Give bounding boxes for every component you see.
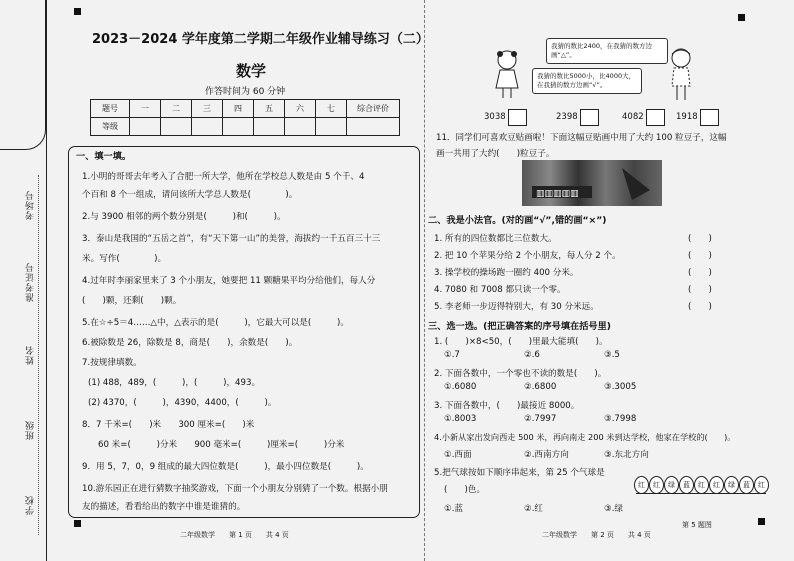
score-table bbox=[90, 99, 400, 136]
question-line: 10.游乐园正在进行猜数字抽奖游戏，下面一个小朋友分别猜了一个数。根据小朋 bbox=[82, 484, 388, 494]
guess-number: 4082 bbox=[622, 112, 644, 122]
table-cell: 综合评价 bbox=[347, 100, 400, 118]
choice-option[interactable]: ①.蓝 bbox=[444, 504, 464, 514]
choice-option[interactable]: ③.绿 bbox=[604, 504, 624, 514]
section1-heading: 一、填一填。 bbox=[76, 151, 132, 162]
choice-option[interactable]: ②.红 bbox=[524, 504, 544, 514]
guess-number: 3038 bbox=[484, 112, 506, 122]
question-line: 11．同学们可喜欢豆贴画啦！下面这幅豆贴画中用了大约 100 粒豆子，这幅 bbox=[436, 133, 727, 143]
choice-option[interactable]: ②.6 bbox=[524, 350, 540, 360]
choice-option[interactable]: ①.西面 bbox=[444, 450, 472, 460]
choice-question: ( )色。 bbox=[444, 485, 486, 495]
binding-dotted-line bbox=[38, 175, 39, 535]
corner-marker bbox=[74, 8, 81, 15]
question-line: 7.按规律填数。 bbox=[82, 358, 142, 368]
page-divider bbox=[424, 0, 425, 561]
choice-option[interactable]: ②.西南方向 bbox=[524, 450, 569, 460]
question-line: 2.与 3900 相邻的两个数分别是( )和( )。 bbox=[82, 212, 286, 222]
balloon: 蓝 bbox=[739, 476, 754, 494]
table-row bbox=[91, 100, 400, 118]
balloon: 红 bbox=[649, 476, 664, 494]
question-line: 6.被除数是 26，除数是 8，商是( )，余数是( )。 bbox=[82, 338, 298, 348]
question-line: 9．用 5，7，0，9 组成的最大四位数是( )，最小四位数是( )。 bbox=[82, 462, 369, 472]
balloon: 红 bbox=[634, 476, 649, 494]
answer-bracket[interactable]: ( ) bbox=[688, 251, 712, 261]
answer-bracket[interactable]: ( ) bbox=[688, 268, 712, 278]
guess-number: 2398 bbox=[556, 112, 578, 122]
question-line: 5.在☆÷5＝4……△中，△表示的是( )，它最大可以是( )。 bbox=[82, 318, 349, 328]
choice-option[interactable]: ①.6080 bbox=[444, 382, 477, 392]
table-cell: 一 bbox=[130, 100, 161, 118]
table-cell: 六 bbox=[285, 100, 316, 118]
exam-room-label: 考场号 bbox=[26, 190, 36, 220]
table-cell: 五 bbox=[254, 100, 285, 118]
guess-number: 1918 bbox=[676, 112, 698, 122]
table-cell: 七 bbox=[316, 100, 347, 118]
left-page-footer: 二年级数学 第 1 页 共 4 页 bbox=[180, 531, 289, 539]
question-line: 8．7 千米=( )米 300 厘米=( )米 bbox=[82, 420, 255, 430]
choice-option[interactable]: ③.东北方向 bbox=[604, 450, 649, 460]
boy-illustration bbox=[666, 46, 696, 102]
choice-option[interactable]: ②.7997 bbox=[524, 414, 557, 424]
choice-question: 1. ( )×8<50，( )里最大能填( )。 bbox=[434, 337, 608, 347]
section2-heading: 二、我是小法官。(对的画“√”,错的画“×”) bbox=[428, 215, 607, 226]
bean-painting-image bbox=[522, 160, 662, 206]
table-cell[interactable] bbox=[192, 118, 223, 136]
balloon: 绿 bbox=[664, 476, 679, 494]
exam-number-label: 准考证号 bbox=[26, 262, 36, 302]
judgement-item: 1. 所有的四位数都比三位数大。 bbox=[434, 234, 557, 244]
table-row bbox=[91, 118, 400, 136]
class-label: 班级 bbox=[26, 420, 36, 440]
question-line: 友的描述，看看给出的数字中谁是谁猜的。 bbox=[82, 502, 246, 512]
speech-bubble-boy: 我猜的数比5000小，比4000大，在我猜的数方边画“√”。 bbox=[532, 68, 642, 94]
answer-bracket[interactable]: ( ) bbox=[688, 234, 712, 244]
question-line: 1.小明的哥哥去年考入了合肥一所大学，他所在学校总人数是由 5 个千、4 bbox=[82, 172, 365, 182]
balloon: 蓝 bbox=[679, 476, 694, 494]
table-cell[interactable] bbox=[223, 118, 254, 136]
name-label: 姓名 bbox=[26, 345, 36, 365]
table-cell[interactable] bbox=[161, 118, 192, 136]
corner-marker bbox=[758, 518, 765, 525]
choice-question: 3. 下面各数中，( )最接近 8000。 bbox=[434, 401, 580, 411]
left-margin-curve bbox=[0, 0, 46, 150]
subject-title: 数学 bbox=[236, 62, 267, 80]
girl-illustration bbox=[492, 48, 522, 100]
balloon: 红 bbox=[754, 476, 769, 494]
answer-bracket[interactable]: ( ) bbox=[688, 285, 712, 295]
answer-box[interactable] bbox=[700, 109, 719, 126]
question-line: 画一共用了大约( )粒豆子。 bbox=[436, 149, 555, 159]
table-cell[interactable] bbox=[347, 118, 400, 136]
judgement-item: 3. 操学校的操场跑一圈约 400 分米。 bbox=[434, 268, 579, 278]
speech-bubble-girl: 我猜的数比2400，在我猜的数方边画“△”。 bbox=[546, 38, 668, 64]
question-line: 4.过年时李丽家里来了 3 个小朋友，她要把 11 颗糖果平均分给他们，每人分 bbox=[82, 276, 376, 286]
question-line: 3．泰山是我国的“五岳之首”，有“天下第一山”的美誉，海拔约一千五百三十三 bbox=[82, 234, 381, 244]
section3-heading: 三、选一选。(把正确答案的序号填在括号里) bbox=[428, 321, 611, 332]
table-cell[interactable] bbox=[285, 118, 316, 136]
left-margin-border bbox=[46, 0, 47, 561]
choice-question: 5.把气球按如下顺序串起来，第 25 个气球是 bbox=[434, 468, 605, 478]
corner-marker bbox=[74, 520, 81, 527]
balloon: 红 bbox=[709, 476, 724, 494]
figure-caption: 第 5 题图 bbox=[682, 521, 712, 529]
answer-box[interactable] bbox=[646, 109, 665, 126]
choice-option[interactable]: ③.7998 bbox=[604, 414, 637, 424]
choice-option[interactable]: ②.6800 bbox=[524, 382, 557, 392]
balloon: 绿 bbox=[724, 476, 739, 494]
question-line: 米。写作( )。 bbox=[82, 254, 167, 264]
question-line: 个百和 8 个一组成，请问该所大学总人数是( )。 bbox=[82, 190, 298, 200]
question-line: (1) 488，489，( )，( )，493。 bbox=[88, 378, 261, 388]
answer-bracket[interactable]: ( ) bbox=[688, 302, 712, 312]
choice-option[interactable]: ③.5 bbox=[604, 350, 620, 360]
right-page-footer: 二年级数学 第 2 页 共 4 页 bbox=[542, 531, 651, 539]
table-cell: 三 bbox=[192, 100, 223, 118]
time-limit: 作答时间为 60 分钟 bbox=[205, 87, 286, 97]
table-cell: 四 bbox=[223, 100, 254, 118]
balloon-string bbox=[636, 493, 766, 494]
table-cell: 二 bbox=[161, 100, 192, 118]
answer-box[interactable] bbox=[508, 109, 527, 126]
choice-option[interactable]: ③.3005 bbox=[604, 382, 637, 392]
school-label: 学校 bbox=[26, 495, 36, 515]
table-cell: 题号 bbox=[91, 100, 130, 118]
judgement-item: 4. 7080 和 7008 都只读一个零。 bbox=[434, 285, 566, 295]
page-title: 2023－2024 学年度第二学期二年级作业辅导练习（二） bbox=[92, 32, 429, 47]
table-cell[interactable] bbox=[130, 118, 161, 136]
question-line: ( )颗，还剩( )颗。 bbox=[82, 296, 182, 306]
question-line: (2) 4370，( )，4390，4400，( )。 bbox=[88, 398, 277, 408]
choice-question: 4.小新从家出发向西走 500 米，再向南走 200 米到达学校，他家在学校的( )。 bbox=[434, 432, 736, 442]
choice-option[interactable]: ①.8003 bbox=[444, 414, 477, 424]
choice-question: 2. 下面各数中，一个零也不读的数是( )。 bbox=[434, 369, 607, 379]
corner-marker bbox=[738, 14, 745, 21]
question-line: 60 米=( )分米 900 毫米=( )厘米=( )分米 bbox=[98, 440, 345, 450]
table-cell[interactable] bbox=[316, 118, 347, 136]
judgement-item: 5. 李老师一步迈得特别大，有 30 分米远。 bbox=[434, 302, 599, 312]
svg-text:▥▥▥▥▥: ▥▥▥▥▥ bbox=[536, 189, 579, 199]
balloon: 红 bbox=[694, 476, 709, 494]
table-cell[interactable] bbox=[254, 118, 285, 136]
choice-option[interactable]: ①.7 bbox=[444, 350, 460, 360]
table-cell: 等级 bbox=[91, 118, 130, 136]
judgement-item: 2. 把 10 个苹果分给 2 个小朋友，每人分 2 个。 bbox=[434, 251, 621, 261]
answer-box[interactable] bbox=[580, 109, 599, 126]
